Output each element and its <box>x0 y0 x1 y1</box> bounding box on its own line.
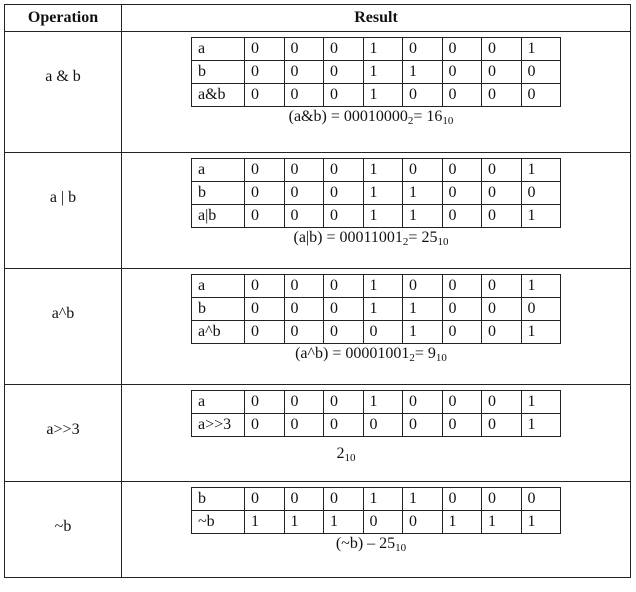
bit-cell: 1 <box>403 182 443 205</box>
operation-label: a & b <box>45 68 81 85</box>
bit-cell: 1 <box>521 275 561 298</box>
operation-cell <box>5 385 122 482</box>
bit-cell: 1 <box>363 298 403 321</box>
bit-row <box>192 159 561 182</box>
bit-cell: 0 <box>442 182 482 205</box>
bit-row-label: a <box>192 38 245 61</box>
bit-cell: 0 <box>284 205 324 228</box>
caption-text: (~b) – 25 <box>335 535 396 552</box>
caption-subscript: 10 <box>344 452 356 464</box>
bit-cell: 0 <box>363 414 403 437</box>
bit-cell: 0 <box>482 84 522 107</box>
result-cell <box>122 32 631 153</box>
bit-cell: 0 <box>521 182 561 205</box>
bit-cell: 0 <box>363 321 403 344</box>
result-cell <box>122 153 631 269</box>
bit-cell: 0 <box>442 488 482 511</box>
bit-row <box>192 321 561 344</box>
bit-cell: 0 <box>442 205 482 228</box>
bit-cell: 0 <box>324 298 364 321</box>
bit-cell: 0 <box>403 391 443 414</box>
bit-cell: 0 <box>284 38 324 61</box>
bit-cell: 0 <box>284 84 324 107</box>
bit-row <box>192 414 561 437</box>
bit-cell: 0 <box>245 414 285 437</box>
operations-table <box>4 4 631 578</box>
bit-cell: 0 <box>284 275 324 298</box>
caption-text: (a|b) = 00011001 <box>293 229 403 246</box>
bit-cell: 1 <box>363 159 403 182</box>
caption-text: = 25 <box>408 229 438 246</box>
bit-cell: 0 <box>324 182 364 205</box>
result-caption <box>122 445 630 464</box>
bit-cell: 0 <box>482 38 522 61</box>
caption-text: = 16 <box>413 108 443 125</box>
bit-cell: 0 <box>324 488 364 511</box>
caption-subscript: 2 <box>402 236 409 248</box>
bit-cell: 0 <box>482 414 522 437</box>
result-caption <box>122 229 630 248</box>
operation-cell <box>5 482 122 578</box>
bit-row-label: a>>3 <box>192 414 245 437</box>
bit-cell: 0 <box>442 38 482 61</box>
bit-table <box>191 487 561 534</box>
caption-text: 2 <box>336 445 345 462</box>
bit-cell: 1 <box>363 488 403 511</box>
bit-cell: 0 <box>482 275 522 298</box>
bit-cell: 0 <box>482 61 522 84</box>
bit-cell: 0 <box>245 159 285 182</box>
bit-cell: 0 <box>324 275 364 298</box>
bit-cell: 0 <box>482 321 522 344</box>
bit-row <box>192 61 561 84</box>
bit-cell: 0 <box>324 38 364 61</box>
caption-text: (a^b) = 00001001 <box>295 345 410 362</box>
bit-cell: 0 <box>245 84 285 107</box>
caption-text: (a&b) = 00010000 <box>288 108 408 125</box>
bit-cell: 0 <box>324 159 364 182</box>
bit-cell: 1 <box>363 391 403 414</box>
bit-cell: 1 <box>363 38 403 61</box>
bit-cell: 0 <box>284 321 324 344</box>
bit-cell: 0 <box>245 38 285 61</box>
bit-cell: 1 <box>521 38 561 61</box>
caption-subscript: 10 <box>437 236 449 248</box>
bit-row <box>192 391 561 414</box>
bit-cell: 1 <box>521 321 561 344</box>
operation-row <box>5 32 631 153</box>
result-caption <box>122 535 630 554</box>
bit-cell: 0 <box>403 275 443 298</box>
bit-table <box>191 158 561 228</box>
bit-cell: 0 <box>442 391 482 414</box>
bit-cell: 0 <box>521 61 561 84</box>
result-caption <box>122 108 630 127</box>
bit-cell: 0 <box>284 391 324 414</box>
bit-row <box>192 511 561 534</box>
bit-cell: 0 <box>245 298 285 321</box>
bit-cell: 0 <box>284 159 324 182</box>
bit-row <box>192 275 561 298</box>
bit-row <box>192 205 561 228</box>
bit-cell: 0 <box>403 38 443 61</box>
bit-cell: 0 <box>284 488 324 511</box>
bit-cell: 1 <box>324 511 364 534</box>
bit-cell: 1 <box>442 511 482 534</box>
result-cell <box>122 269 631 385</box>
operation-cell <box>5 32 122 153</box>
operation-label: a | b <box>49 189 77 206</box>
bit-cell: 0 <box>403 84 443 107</box>
bit-cell: 1 <box>363 61 403 84</box>
bit-cell: 0 <box>324 321 364 344</box>
bit-cell: 1 <box>363 205 403 228</box>
bit-cell: 0 <box>521 84 561 107</box>
bit-cell: 0 <box>442 275 482 298</box>
bit-cell: 0 <box>403 414 443 437</box>
operation-label: ~b <box>54 518 72 535</box>
result-header: Result <box>122 5 631 32</box>
bit-cell: 0 <box>245 205 285 228</box>
bit-cell: 0 <box>324 414 364 437</box>
bit-row-label: b <box>192 182 245 205</box>
operation-cell <box>5 269 122 385</box>
bit-row <box>192 182 561 205</box>
bit-cell: 0 <box>442 298 482 321</box>
bit-cell: 1 <box>521 511 561 534</box>
bit-row-label: a <box>192 159 245 182</box>
bit-cell: 0 <box>442 84 482 107</box>
bit-row-label: a <box>192 275 245 298</box>
caption-subscript: 2 <box>409 352 415 364</box>
bit-cell: 0 <box>245 488 285 511</box>
bit-cell: 0 <box>482 488 522 511</box>
bit-cell: 1 <box>245 511 285 534</box>
bit-cell: 1 <box>403 61 443 84</box>
operation-label: a>>3 <box>46 421 80 438</box>
bit-cell: 0 <box>482 205 522 228</box>
bit-cell: 1 <box>521 205 561 228</box>
bit-cell: 1 <box>403 298 443 321</box>
bit-cell: 0 <box>324 391 364 414</box>
bit-cell: 1 <box>363 275 403 298</box>
result-cell <box>122 385 631 482</box>
bit-row-label: a <box>192 391 245 414</box>
bit-cell: 0 <box>442 61 482 84</box>
bit-cell: 0 <box>482 182 522 205</box>
bit-cell: 1 <box>521 391 561 414</box>
bit-row-label: a&b <box>192 84 245 107</box>
bit-cell: 0 <box>284 298 324 321</box>
operation-row <box>5 153 631 269</box>
bit-row-label: ~b <box>192 511 245 534</box>
bit-cell: 1 <box>521 159 561 182</box>
bit-cell: 1 <box>284 511 324 534</box>
bit-cell: 0 <box>284 61 324 84</box>
bit-cell: 1 <box>363 84 403 107</box>
bit-cell: 0 <box>245 321 285 344</box>
bit-cell: 0 <box>245 391 285 414</box>
bit-row-label: b <box>192 298 245 321</box>
bit-cell: 1 <box>482 511 522 534</box>
bit-table <box>191 390 561 437</box>
bit-cell: 0 <box>442 321 482 344</box>
bit-cell: 1 <box>403 205 443 228</box>
bit-cell: 1 <box>403 321 443 344</box>
bit-cell: 0 <box>245 61 285 84</box>
result-cell <box>122 482 631 578</box>
bit-cell: 0 <box>521 298 561 321</box>
bit-row <box>192 488 561 511</box>
caption-subscript: 10 <box>435 352 447 364</box>
bit-cell: 0 <box>363 511 403 534</box>
bit-cell: 1 <box>403 488 443 511</box>
bit-cell: 0 <box>245 275 285 298</box>
operation-row <box>5 385 631 482</box>
bit-row-label: b <box>192 61 245 84</box>
operation-row <box>5 482 631 578</box>
bit-cell: 1 <box>363 182 403 205</box>
bit-cell: 0 <box>482 391 522 414</box>
bit-row-label: b <box>192 488 245 511</box>
operation-row <box>5 269 631 385</box>
bit-cell: 0 <box>324 61 364 84</box>
bit-cell: 0 <box>284 414 324 437</box>
bit-row <box>192 84 561 107</box>
bit-cell: 0 <box>482 298 522 321</box>
caption-subscript: 10 <box>395 542 407 554</box>
result-caption <box>122 345 630 364</box>
bit-cell: 0 <box>403 159 443 182</box>
bit-cell: 0 <box>284 182 324 205</box>
bit-cell: 0 <box>442 159 482 182</box>
bit-cell: 0 <box>442 414 482 437</box>
bit-row-label: a^b <box>192 321 245 344</box>
bit-cell: 1 <box>521 414 561 437</box>
bit-cell: 0 <box>403 511 443 534</box>
bit-cell: 0 <box>245 182 285 205</box>
bit-cell: 0 <box>324 84 364 107</box>
caption-text: = 9 <box>414 345 436 362</box>
header-row <box>5 5 631 32</box>
bit-row-label: a|b <box>192 205 245 228</box>
bit-cell: 0 <box>521 488 561 511</box>
caption-subscript: 2 <box>407 115 414 127</box>
operation-label: a^b <box>51 305 75 322</box>
bit-cell: 0 <box>324 205 364 228</box>
operation-header: Operation <box>5 5 122 32</box>
caption-subscript: 10 <box>442 115 454 127</box>
bit-row <box>192 38 561 61</box>
bit-cell: 0 <box>482 159 522 182</box>
bit-table <box>191 37 561 107</box>
bit-row <box>192 298 561 321</box>
bit-table <box>191 274 561 344</box>
rows-body <box>5 32 631 578</box>
operation-cell <box>5 153 122 269</box>
